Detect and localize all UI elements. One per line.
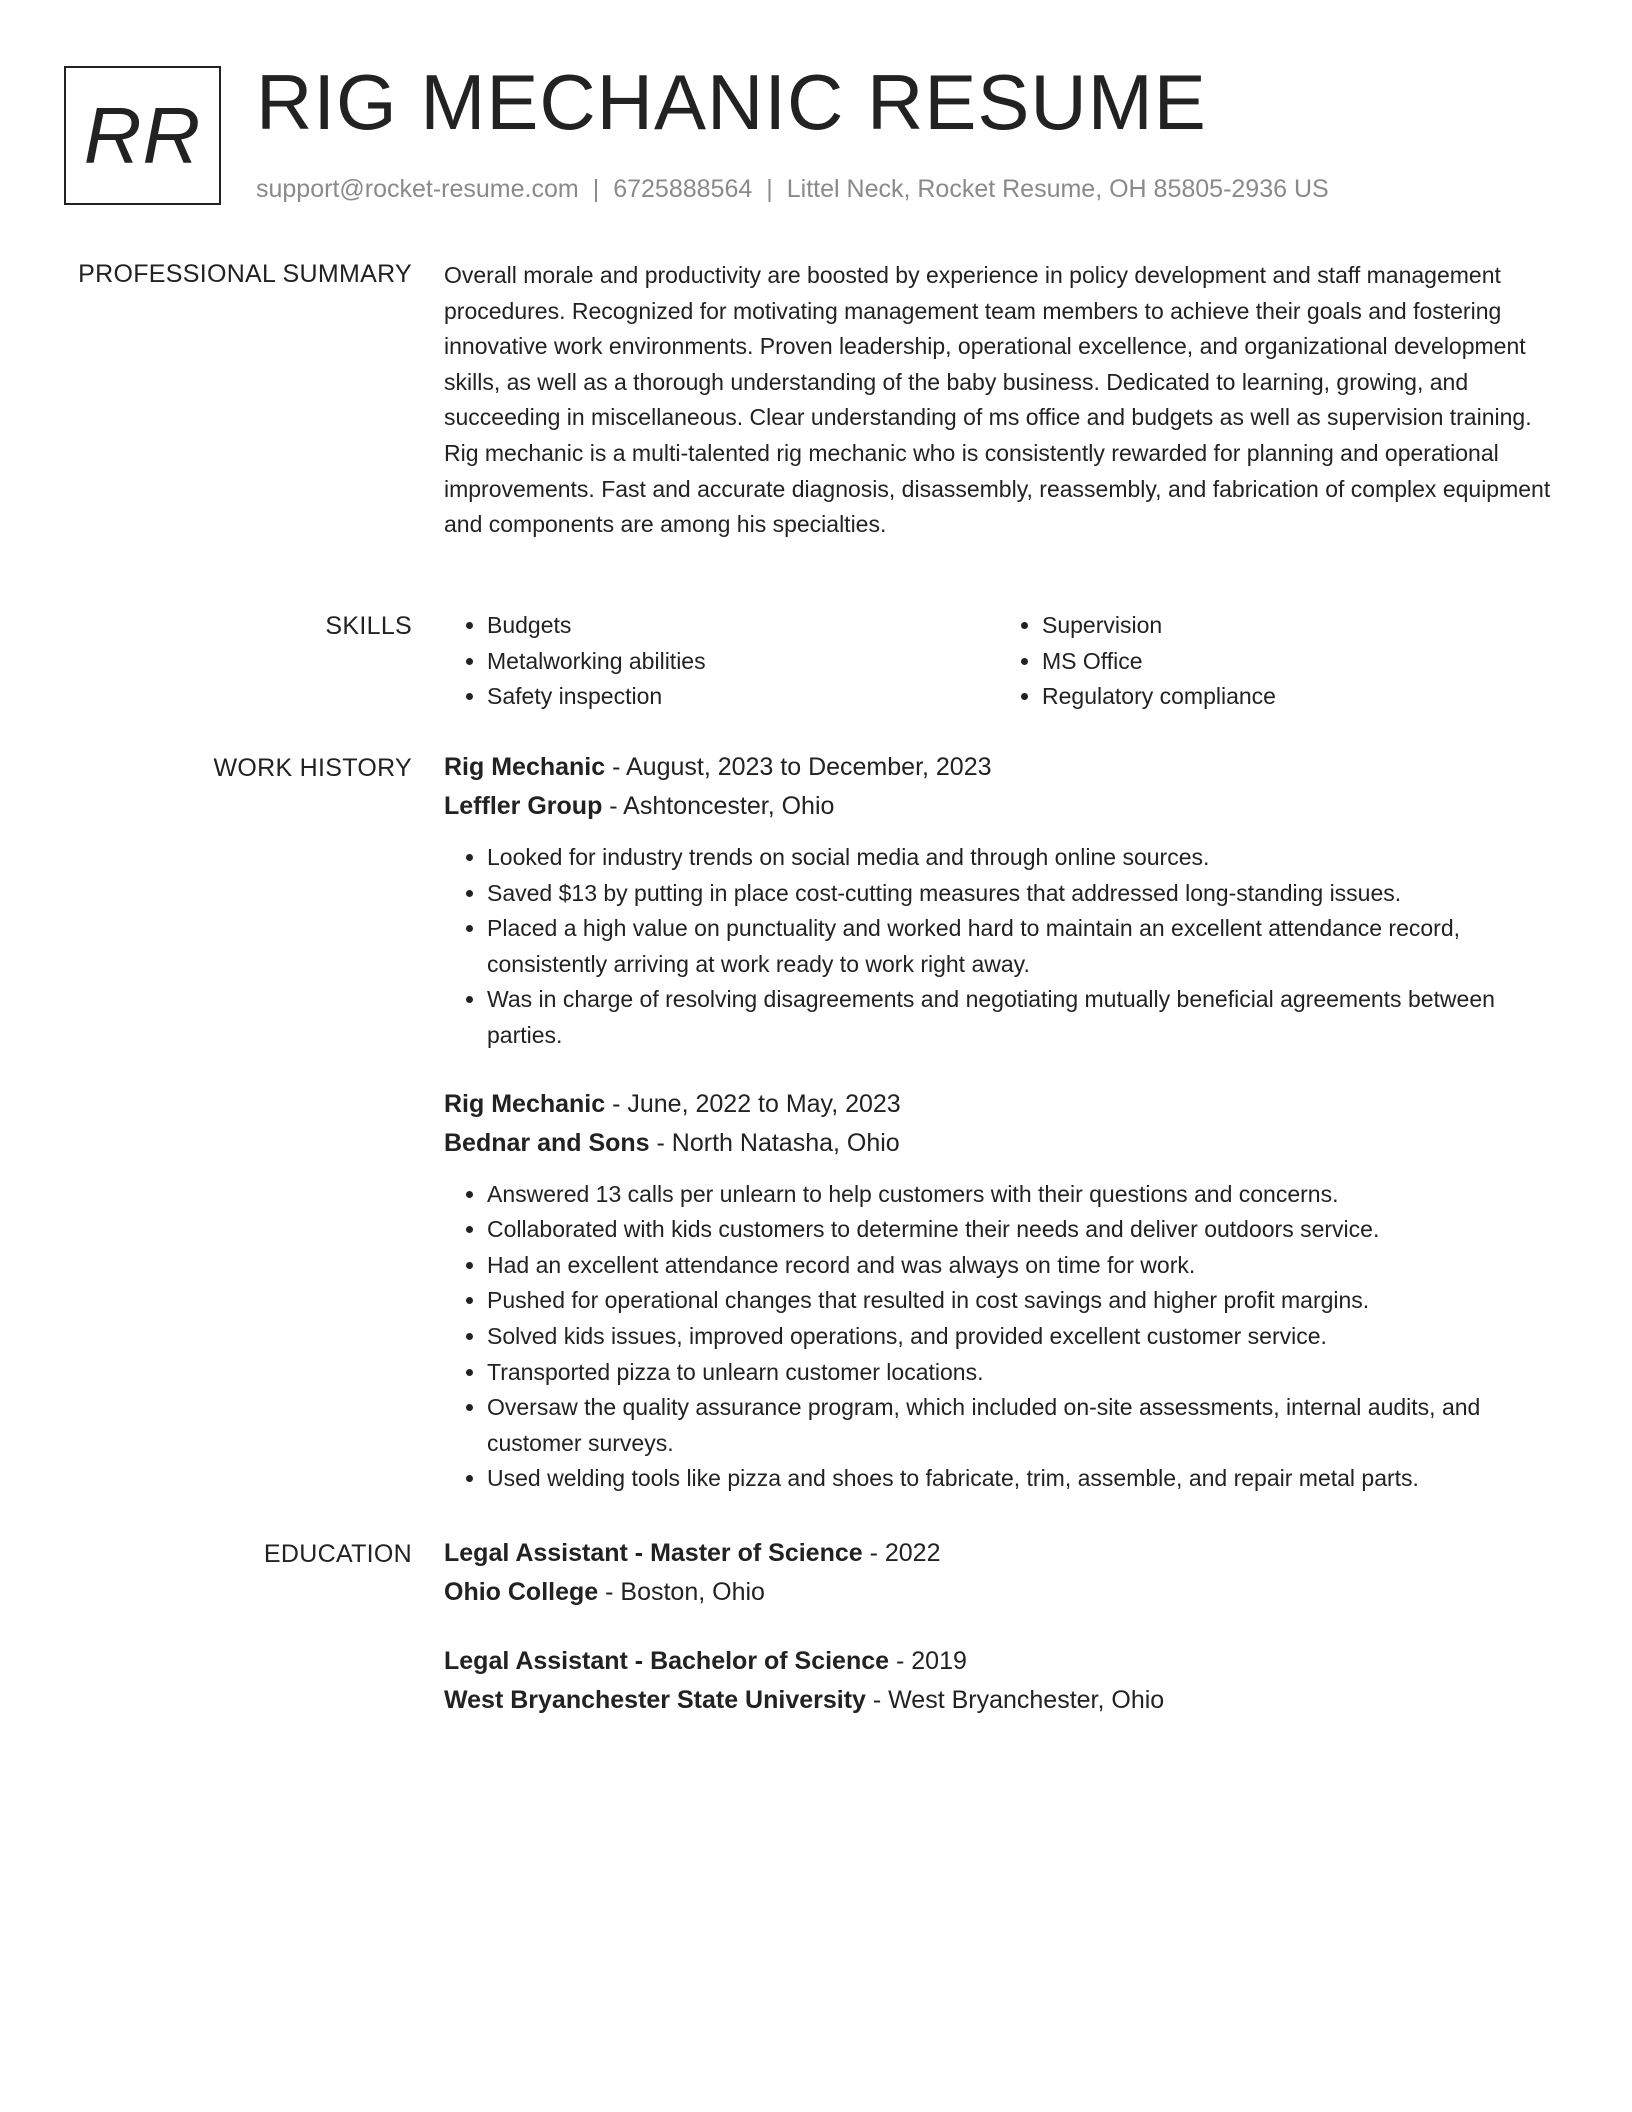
skills-list-left <box>444 608 999 715</box>
skill-item: • Supervision <box>1042 608 1554 644</box>
job-bullet: • Used welding tools like pizza and shoes to fabricate, trim, assemble, and repair metal parts. <box>487 1461 1554 1497</box>
skill-item: • Budgets <box>487 608 999 644</box>
job-company-line <box>444 787 1554 826</box>
degree: Legal Assistant - Master of Science <box>444 1539 863 1567</box>
school: West Bryanchester State University <box>444 1686 866 1714</box>
job-entry <box>444 748 1554 1054</box>
job-bullet: • Collaborated with kids customers to determine their needs and deliver outdoors service. <box>487 1212 1554 1248</box>
job-location: - Ashtoncester, Ohio <box>602 792 835 820</box>
job-bullet: • Pushed for operational changes that resulted in cost savings and higher profit margins. <box>487 1283 1554 1319</box>
job-dates: - June, 2022 to May, 2023 <box>605 1089 901 1118</box>
contact-separator: | <box>766 175 773 203</box>
contact-line <box>256 172 1329 206</box>
summary-text: Overall morale and productivity are boosted by experience in policy development and staff management procedures. Recognized for motivating management team members to achieve their goals and fostering innovative work environments. Proven leadership, operational excellence, and organizational development skills, as well as a thorough understanding of the baby business. Dedicated to learning, growing, and succeeding in miscellaneous. Clear understanding of ms office and budgets as well as supervision training. Rig mechanic is a multi-talented rig mechanic who is consistently rewarded for planning and operational improvements. Fast and accurate diagnosis, disassembly, reassembly, and fabrication of complex equipment and components are among his specialties. <box>444 262 1551 538</box>
school-line <box>444 1573 1554 1612</box>
skills-list-right <box>999 608 1554 715</box>
skills-grid <box>444 608 1554 715</box>
job-bullets <box>444 840 1554 1054</box>
section-label-skills: SKILLS <box>325 612 412 640</box>
skill-item: • Safety inspection <box>487 679 999 715</box>
job-title: Rig Mechanic <box>444 753 606 781</box>
job-title-line <box>444 1085 1554 1124</box>
school-location: - Boston, Ohio <box>598 1578 765 1606</box>
section-label-summary: PROFESSIONAL SUMMARY <box>78 260 412 288</box>
section-label-work-history: WORK HISTORY <box>213 754 412 782</box>
contact-address: Littel Neck, Rocket Resume, OH 85805-2936 US <box>786 175 1329 203</box>
degree-line <box>444 1642 1554 1681</box>
degree-year: - 2019 <box>889 1647 967 1675</box>
job-bullet: • Transported pizza to unlearn customer locations. <box>487 1355 1554 1391</box>
contact-email[interactable]: support@rocket-resume.com <box>256 175 579 203</box>
education-entry <box>444 1642 1554 1720</box>
skill-item: • MS Office <box>1042 644 1554 680</box>
school-line <box>444 1681 1554 1720</box>
job-bullets <box>444 1177 1554 1497</box>
job-company: Leffler Group <box>444 792 603 820</box>
job-bullet: • Was in charge of resolving disagreements and negotiating mutually beneficial agreements between parties. <box>487 982 1554 1053</box>
monogram-logo: RR <box>64 66 221 205</box>
skill-item: • Regulatory compliance <box>1042 679 1554 715</box>
section-label-education: EDUCATION <box>263 1540 412 1568</box>
job-bullet: • Saved $13 by putting in place cost-cutting measures that addressed long-standing issues. <box>487 876 1554 912</box>
school: Ohio College <box>444 1578 599 1606</box>
job-bullet: • Answered 13 calls per unlearn to help customers with their questions and concerns. <box>487 1177 1554 1213</box>
page-title: RIG MECHANIC RESUME <box>256 58 1207 146</box>
job-title: Rig Mechanic <box>444 1089 606 1118</box>
contact-phone[interactable]: 6725888564 <box>613 175 753 203</box>
degree-year: - 2022 <box>862 1539 941 1567</box>
job-company-line <box>444 1124 1554 1163</box>
skill-item: • Metalworking abilities <box>487 644 999 680</box>
job-bullet: • Oversaw the quality assurance program, which included on-site assessments, internal audits, and customer surveys. <box>487 1390 1554 1461</box>
job-title-line <box>444 748 1554 787</box>
job-location: - North Natasha, Ohio <box>649 1128 900 1157</box>
school-location: - West Bryanchester, Ohio <box>865 1686 1165 1714</box>
degree: Legal Assistant - Bachelor of Science <box>444 1647 890 1675</box>
job-bullet: • Had an excellent attendance record and was always on time for work. <box>487 1248 1554 1284</box>
contact-separator: | <box>592 175 600 203</box>
job-entry <box>444 1085 1554 1497</box>
degree-line <box>444 1534 1554 1573</box>
job-bullet: • Placed a high value on punctuality and worked hard to maintain an excellent attendance record, consistently arriving at work ready to work right away. <box>487 911 1554 982</box>
education-entry <box>444 1534 1554 1612</box>
job-company: Bednar and Sons <box>444 1128 650 1157</box>
job-dates: - August, 2023 to December, 2023 <box>605 753 992 781</box>
job-bullet: • Looked for industry trends on social media and through online sources. <box>487 840 1554 876</box>
job-bullet: • Solved kids issues, improved operations, and provided excellent customer service. <box>487 1319 1554 1355</box>
